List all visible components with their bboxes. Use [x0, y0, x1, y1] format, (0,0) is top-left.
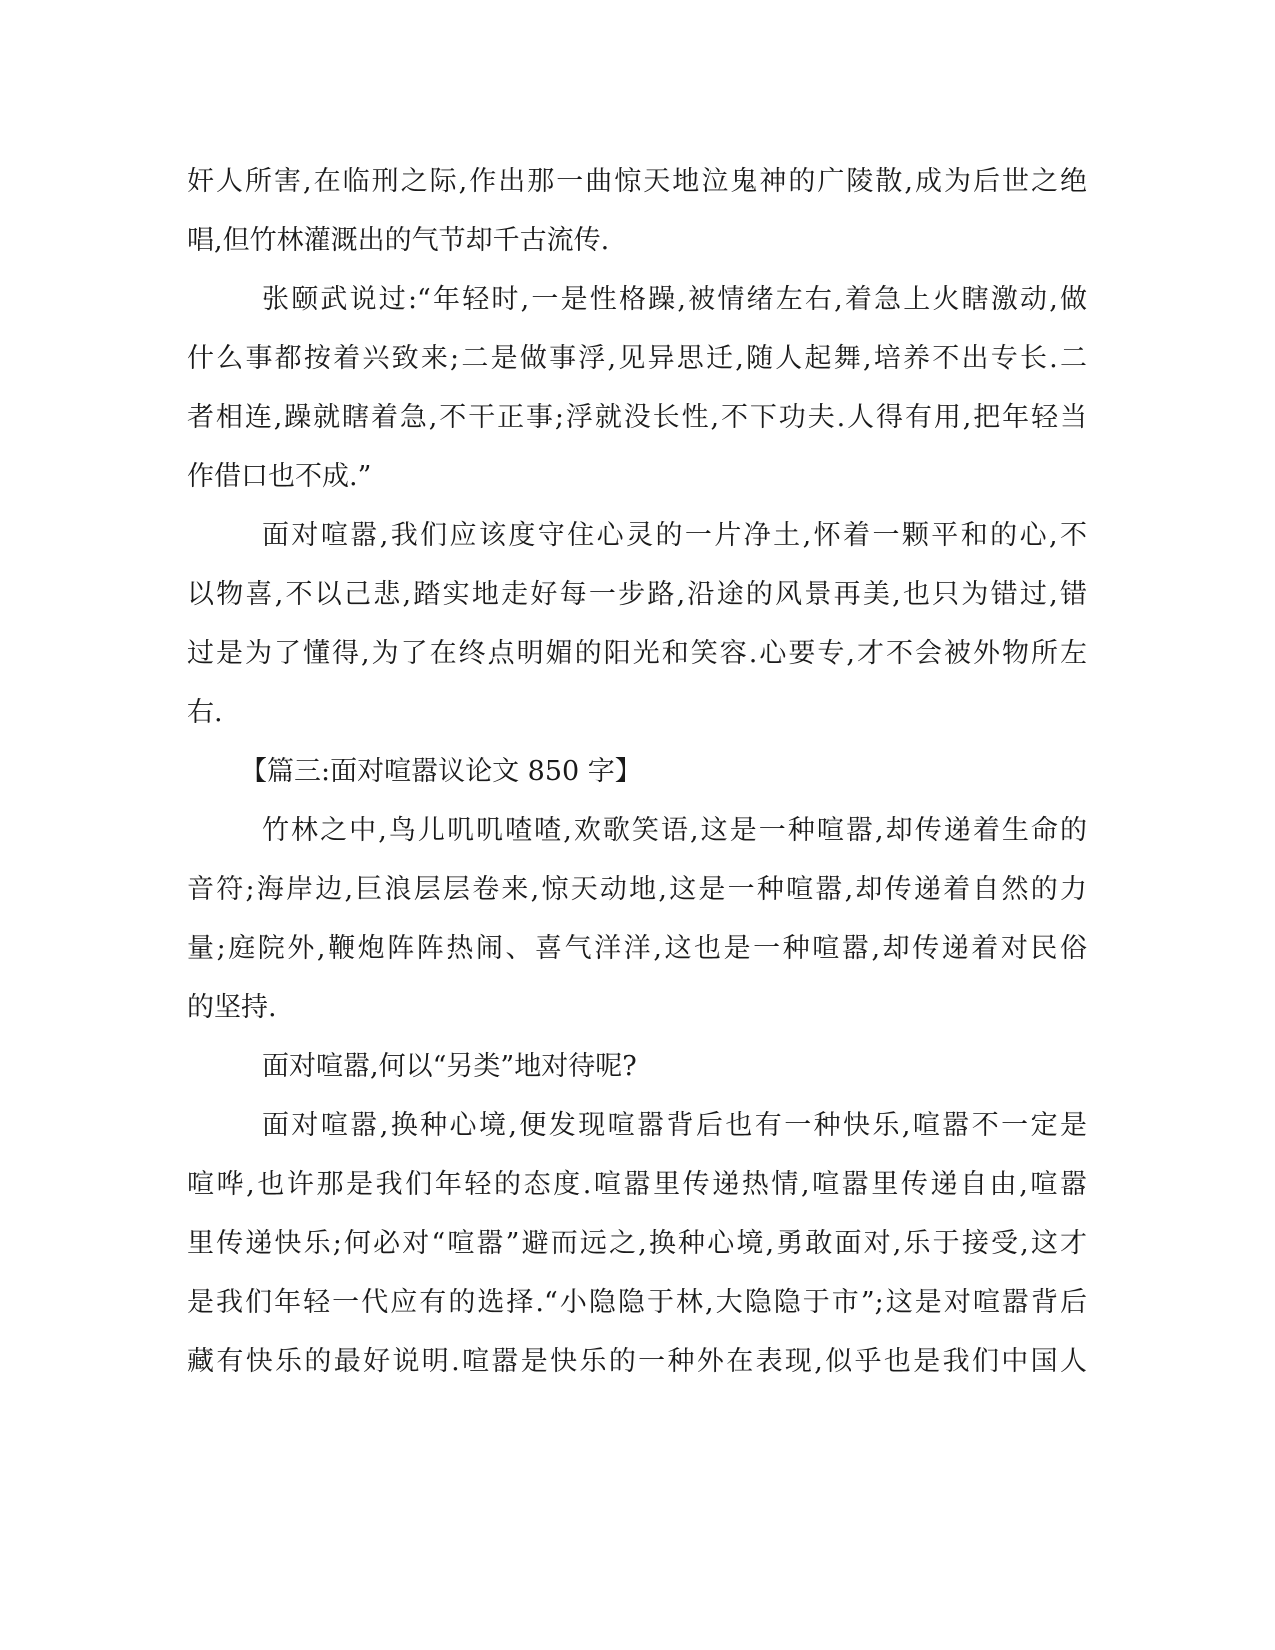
text-line: 张颐武说过:“年轻时,一是性格躁,被情绪左右,着急上火瞎激动,做: [262, 284, 1087, 315]
text-line: 面对喧嚣,何以“另类”地对待呢?: [262, 1051, 637, 1082]
text-line: 量;庭院外,鞭炮阵阵热闹、喜气洋洋,这也是一种喧嚣,却传递着对民俗: [187, 933, 1087, 964]
text-line: 唱,但竹林灌溉出的气节却千古流传.: [187, 225, 610, 256]
text-line: 藏有快乐的最好说明.喧嚣是快乐的一种外在表现,似乎也是我们中国人: [187, 1346, 1087, 1377]
text-line: 竹林之中,鸟儿叽叽喳喳,欢歌笑语,这是一种喧嚣,却传递着生命的: [262, 815, 1087, 846]
text-line: 面对喧嚣,我们应该度守住心灵的一片净土,怀着一颗平和的心,不: [262, 520, 1087, 551]
text-line: 是我们年轻一代应有的选择.“小隐隐于林,大隐隐于市”;这是对喧嚣背后: [187, 1287, 1087, 1318]
text-line: 奸人所害,在临刑之际,作出那一曲惊天地泣鬼神的广陵散,成为后世之绝: [187, 166, 1087, 197]
text-line: 过是为了懂得,为了在终点明媚的阳光和笑容.心要专,才不会被外物所左: [187, 638, 1087, 669]
text-line: 什么事都按着兴致来;二是做事浮,见异思迁,随人起舞,培养不出专长.二: [187, 343, 1087, 374]
text-line: 面对喧嚣,换种心境,便发现喧嚣背后也有一种快乐,喧嚣不一定是: [262, 1110, 1087, 1141]
text-line: 的坚持.: [187, 992, 277, 1023]
text-line: 右.: [187, 697, 223, 728]
text-line: 喧哗,也许那是我们年轻的态度.喧嚣里传递热情,喧嚣里传递自由,喧嚣: [187, 1169, 1087, 1200]
text-line: 音符;海岸边,巨浪层层卷来,惊天动地,这是一种喧嚣,却传递着自然的力: [187, 874, 1087, 905]
section-heading: 【篇三:面对喧嚣议论文 850 字】: [240, 756, 642, 787]
text-line: 者相连,躁就瞎着急,不干正事;浮就没长性,不下功夫.人得有用,把年轻当: [187, 402, 1087, 433]
text-line: 作借口也不成.”: [187, 461, 372, 492]
text-line: 以物喜,不以己悲,踏实地走好每一步路,沿途的风景再美,也只为错过,错: [187, 579, 1087, 610]
text-line: 里传递快乐;何必对“喧嚣”避而远之,换种心境,勇敢面对,乐于接受,这才: [187, 1228, 1087, 1259]
